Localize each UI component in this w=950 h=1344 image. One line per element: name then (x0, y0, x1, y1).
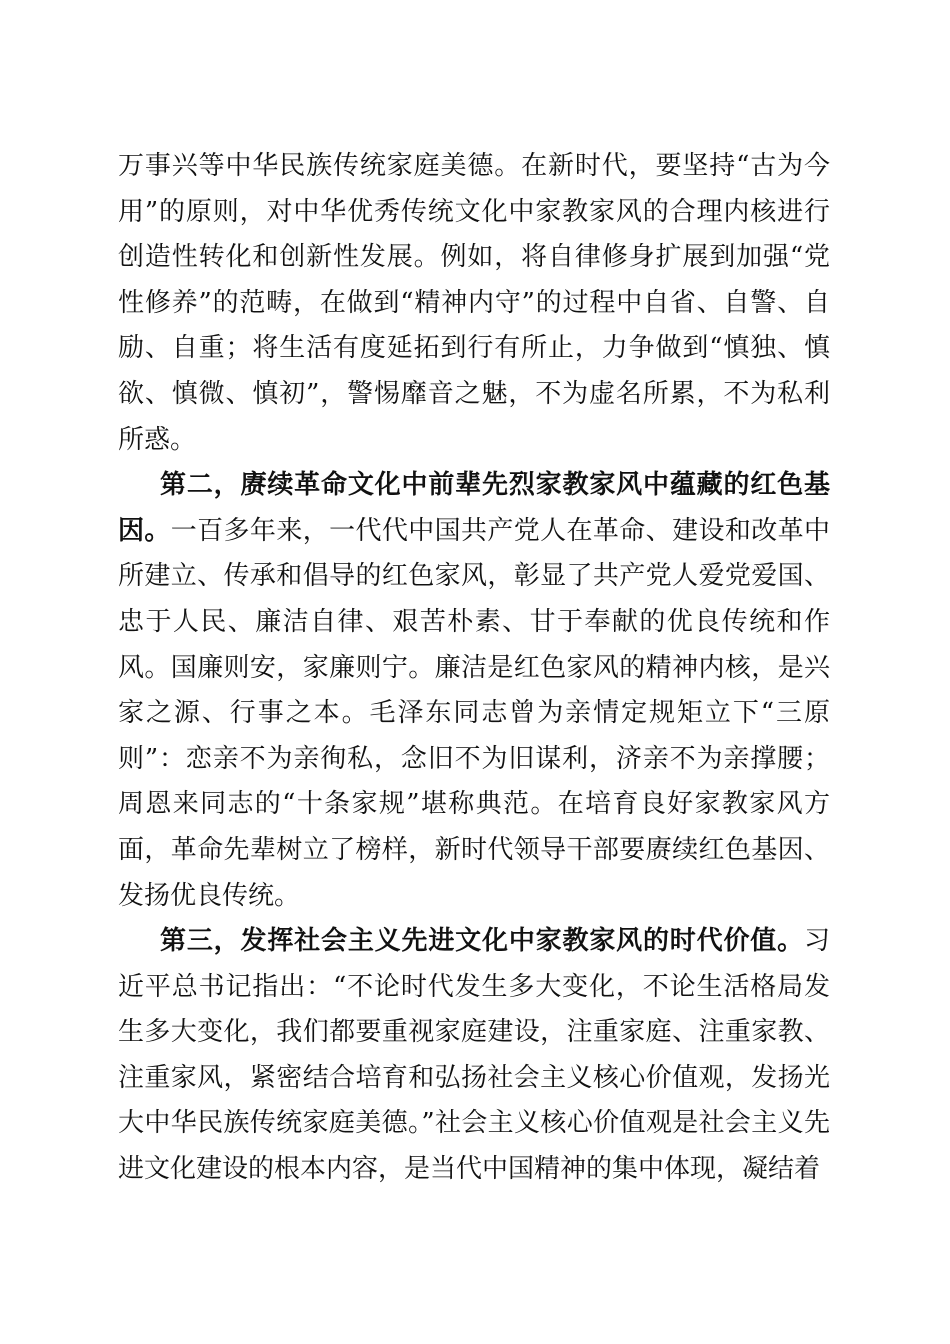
paragraph-3-text: 习近平总书记指出：“不论时代发生多大变化，不论生活格局发生多大变化，我们都要重视家庭建设，注重家庭、注重家教、注重家风，紧密结合培育和弘扬社会主义核心价值观，发扬光大中华民族传统家庭美德。”社会主义核心价值观是社会主义先进文化建设的根本内容，是当代中国精神的集中体现，凝结着 (118, 926, 830, 1185)
paragraph-1-text: 万事兴等中华民族传统家庭美德。在新时代，要坚持“古为今用”的原则，对中华优秀传统文化中家教家风的合理内核进行创造性转化和创新性发展。例如，将自律修身扩展到加强“党性修养”的范畴，在做到“精神内守”的过程中自省、自警、自励、自重；将生活有度延拓到行有所止，力争做到“慎独、慎欲、慎微、慎初”，警惕靡音之魅，不为虚名所累，不为私利所惑。 (118, 151, 830, 455)
document-body (118, 144, 830, 1193)
paragraph-red-gene (118, 463, 830, 919)
paragraph-2-text: 一百多年来，一代代中国共产党人在革命、建设和改革中所建立、传承和倡导的红色家风，彰显了共产党人爱党爱国、忠于人民、廉洁自律、艰苦朴素、甘于奉献的优良传统和作风。国廉则安，家廉则宁。廉洁是红色家风的精神内核，是兴家之源、行事之本。毛泽东同志曾为亲情定规矩立下“三原则”：恋亲不为亲徇私，念旧不为旧谋利，济亲不为亲撑腰；周恩来同志的“十条家规”堪称典范。在培育良好家教家风方面，革命先辈树立了榜样，新时代领导干部要赓续红色基因、发扬优良传统。 (118, 515, 830, 911)
paragraph-socialist-culture (118, 919, 830, 1193)
paragraph-continued (118, 144, 830, 463)
paragraph-2-heading: 第二，赓续革命文化中前辈先烈家教家风中蕴藏的红色基因。 (118, 470, 830, 546)
paragraph-3-heading: 第三，发挥社会主义先进文化中家教家风的时代价值。 (160, 926, 804, 957)
